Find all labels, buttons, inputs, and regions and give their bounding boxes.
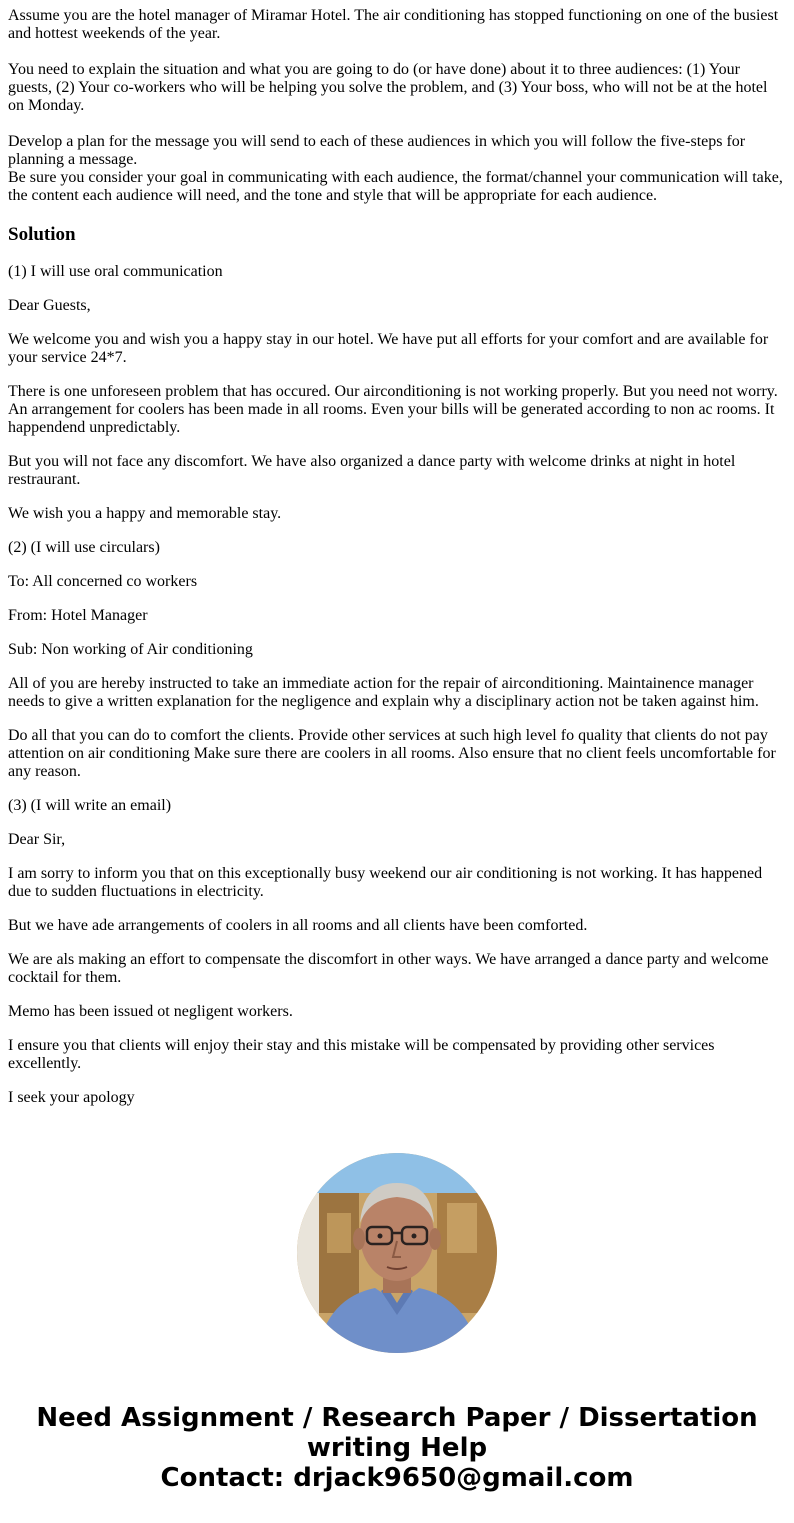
promo-line-1: Need Assignment / Research Paper / Dissertation	[36, 1403, 758, 1433]
solution-heading: Solution	[8, 224, 76, 245]
solution-paragraph: But we have ade arrangements of coolers in all rooms and all clients have been comforted.	[8, 917, 588, 934]
question-paragraph-3-line-2: Be sure you consider your goal in communicating with each audience, the format/channel your communication will take, the content each audience will need, and the tone and style that will be appropriate for each audience.	[8, 169, 783, 204]
solution-paragraph: We are als making an effort to compensate the discomfort in other ways. We have arranged a dance party and welcome cocktail for them.	[8, 951, 769, 986]
solution-paragraph: We welcome you and wish you a happy stay in our hotel. We have put all efforts for your comfort and are available for your service 24*7.	[8, 331, 769, 366]
author-portrait	[297, 1153, 497, 1353]
solution-section	[8, 263, 786, 1107]
solution-paragraph: From: Hotel Manager	[8, 607, 148, 624]
question-paragraph-2: You need to explain the situation and what you are going to do (or have done) about it to three audiences: (1) Your guests, (2) Your co-workers who will be helping you solve the problem, and (3) Your boss, who will not be at the hotel on Monday.	[8, 61, 768, 114]
question-paragraph-3-line-1: Develop a plan for the message you will send to each of these audiences in which you will follow the five-steps for planning a message.	[8, 133, 746, 168]
document-body	[8, 7, 786, 1123]
solution-paragraph: (2) (I will use circulars)	[8, 539, 160, 556]
author-avatar	[297, 1153, 497, 1353]
question-paragraph-3	[8, 133, 786, 205]
solution-paragraph: To: All concerned co workers	[8, 573, 198, 590]
solution-paragraph: Do all that you can do to comfort the clients. Provide other services at such high level fo quality that clients do not pay attention on air conditioning Make sure there are coolers in all rooms. Also ensure that no client feels uncomfortable for any reason.	[8, 727, 776, 780]
solution-paragraph: I am sorry to inform you that on this exceptionally busy weekend our air conditioning is not working. It has happened due to sudden fluctuations in electricity.	[8, 865, 763, 900]
solution-paragraph: There is one unforeseen problem that has occured. Our airconditioning is not working properly. But you need not worry. An arrangement for coolers has been made in all rooms. Even your bills will be generated according to non ac rooms. It happendend unpredictably.	[8, 383, 778, 436]
question-section	[8, 7, 786, 205]
promo-banner	[0, 1403, 794, 1493]
solution-paragraph: (1) I will use oral communication	[8, 263, 223, 280]
question-paragraph-1: Assume you are the hotel manager of Miramar Hotel. The air conditioning has stopped functioning on one of the busiest and hottest weekends of the year.	[8, 7, 779, 42]
solution-paragraph: All of you are hereby instructed to take an immediate action for the repair of airconditioning. Maintainence manager needs to give a written explanation for the negligence and explain why a disciplinary action not be taken against him.	[8, 675, 759, 710]
solution-paragraph: Dear Guests,	[8, 297, 91, 314]
solution-paragraph: (3) (I will write an email)	[8, 797, 172, 814]
solution-paragraph: Memo has been issued ot negligent workers.	[8, 1003, 293, 1020]
solution-paragraph: We wish you a happy and memorable stay.	[8, 505, 282, 522]
promo-contact[interactable]: Contact: drjack9650@gmail.com	[160, 1463, 634, 1493]
solution-paragraph: I ensure you that clients will enjoy their stay and this mistake will be compensated by providing other services excellently.	[8, 1037, 715, 1072]
solution-paragraph: Dear Sir,	[8, 831, 66, 848]
promo-line-2: writing Help	[306, 1433, 488, 1463]
solution-paragraph: But you will not face any discomfort. We have also organized a dance party with welcome drinks at night in hotel restraurant.	[8, 453, 736, 488]
solution-paragraph: Sub: Non working of Air conditioning	[8, 641, 253, 658]
solution-paragraph: I seek your apology	[8, 1089, 135, 1106]
